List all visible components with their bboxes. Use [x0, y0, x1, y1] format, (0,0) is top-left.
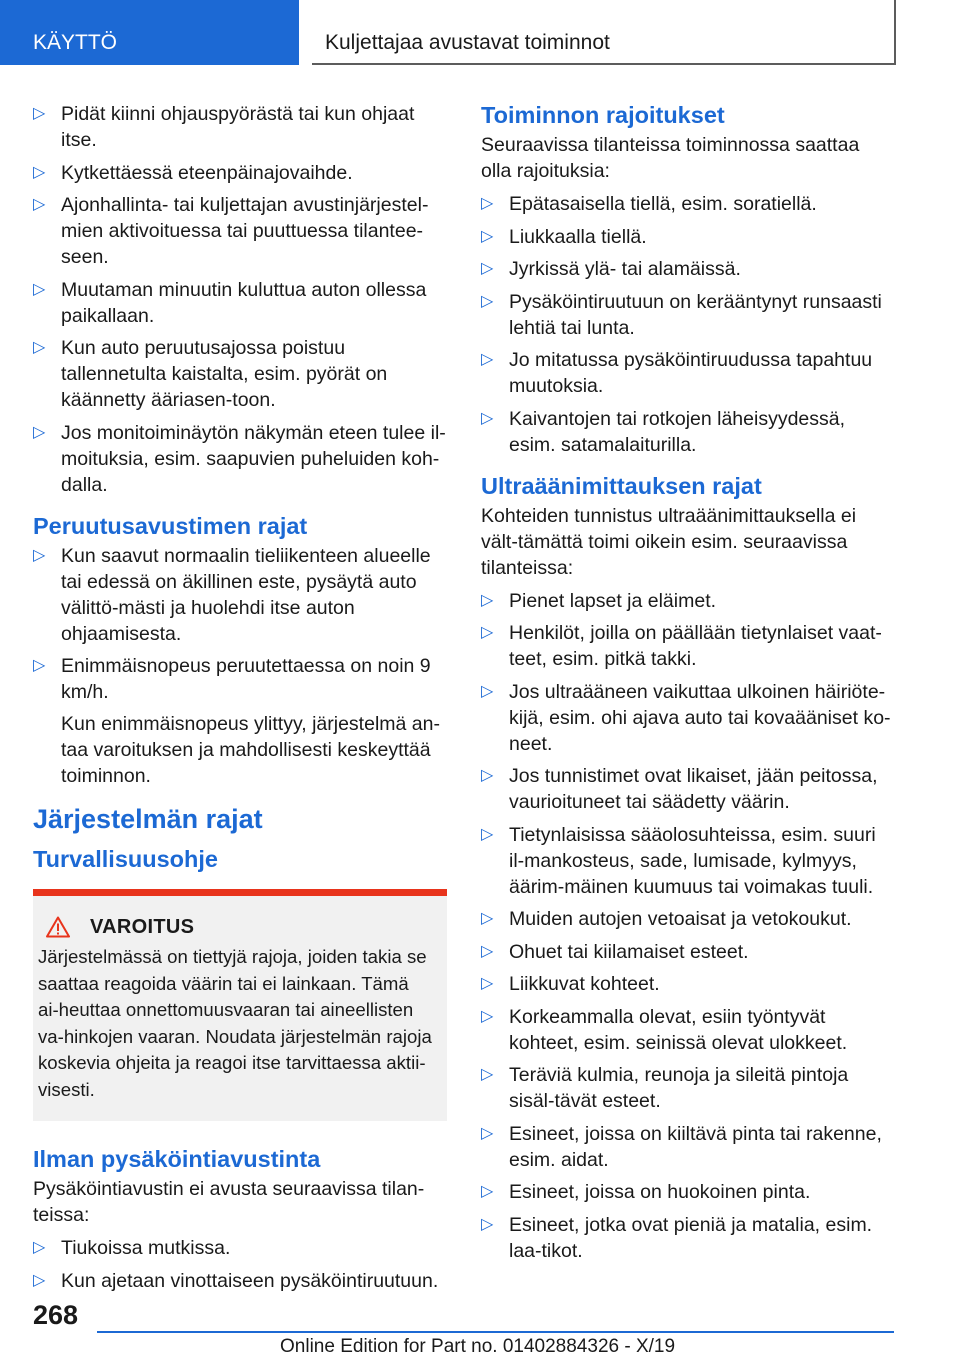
list-item: ▷ Jo mitatussa pysäköintiruudussa tapahtuu muutoksia.: [481, 349, 873, 397]
list-item: ▷ Liikkuvat kohteet.: [481, 973, 660, 995]
bullet-triangle-icon: ▷: [481, 409, 494, 427]
bullet-triangle-icon: ▷: [481, 591, 494, 609]
bullet-triangle-icon: ▷: [33, 423, 46, 441]
bullet-triangle-icon: ▷: [481, 1066, 494, 1083]
bullet-list-ultrasonic: [481, 588, 895, 1264]
bullet-triangle-icon: ▷: [33, 1271, 46, 1289]
header-chapter-title: Kuljettajaa avustavat toiminnot: [312, 0, 896, 65]
list-item: ▷ Muutaman minuutin kuluttua auton ollessa paikallaan.: [33, 278, 427, 327]
bullet-triangle-icon: ▷: [481, 1183, 494, 1200]
warning-box: [33, 889, 447, 1121]
bullet-triangle-icon: ▷: [33, 657, 46, 674]
bullet-triangle-icon: ▷: [481, 292, 494, 310]
header-section-tab: KÄYTTÖ: [0, 0, 299, 65]
bullet-triangle-icon: ▷: [481, 910, 494, 927]
bullet-triangle-icon: ▷: [33, 105, 46, 122]
list-item: ▷ Kun saavut normaalin tieliikenteen alueelle tai edessä on äkillinen este, pysäytä auto välittö-mästi ja huolehdi itse auton ohjaamisesta.: [33, 544, 431, 645]
page-number: 268: [33, 1300, 79, 1330]
bullet-triangle-icon: ▷: [481, 195, 494, 212]
list-item: ▷ Pysäköintiruutuun on kerääntynyt runsaasti lehtiä tai lunta.: [481, 290, 882, 339]
heading-system-limits: Järjestelmän rajat: [33, 804, 263, 834]
warning-triangle-icon: [46, 916, 70, 938]
list-item: ▷ Pienet lapset ja eläimet.: [481, 589, 717, 612]
list-item: ▷ Esineet, joissa on kiiltävä pinta tai rakenne, esim. aidat.: [481, 1122, 882, 1171]
list-item: ▷ Korkeammalla olevat, esiin työntyvät kohteet, esim. seinissä olevat ulokkeet.: [481, 1005, 848, 1054]
warning-text: Järjestelmässä on tiettyjä rajoja, joiden takia se saattaa reagoida väärin tai ei lainkaan. Tämä ai-heuttaa onnettomuusvaaran tai aineellisten va-hinkojen vaaran. Noudata järjestelmän rajoja koskevia ohjeita ja reagoi itse tarvittaessa aktii-visesti.: [38, 946, 432, 1100]
left-column: [33, 101, 447, 1300]
list-item: ▷ Henkilöt, joilla on päällään tietynlaiset vaat-teet, esim. pitkä takki.: [481, 622, 882, 670]
right-column: [481, 101, 895, 1270]
bullet-triangle-icon: ▷: [481, 767, 494, 784]
list-item: ▷ Epätasaisella tiellä, esim. soratiellä.: [481, 193, 817, 215]
list-item: ▷ Kun ajetaan vinottaiseen pysäköintiruutuun.: [33, 1269, 439, 1292]
bullet-list-end-conditions: [33, 101, 447, 498]
list-item: ▷ Kun auto peruutusajossa poistuu tallennetulta kaistalta, esim. pyörät on käännetty ääriasen-toon.: [33, 337, 388, 411]
list-item: ▷ Enimmäisnopeus peruutettaessa on noin 9 km/h. Kun enimmäisnopeus ylittyy, järjestelmä an-taa varoituksen ja mahdollisesti keskeyttää toiminnon.: [33, 653, 447, 789]
heading-ultrasonic-limits: Ultraäänimittauksen rajat: [481, 472, 762, 499]
list-item: ▷ Teräviä kulmia, reunoja ja sileitä pintoja sisäl-tävät esteet.: [481, 1064, 849, 1112]
bullet-triangle-icon: ▷: [481, 942, 494, 960]
bullet-list-limitations: [481, 191, 895, 458]
list-item-continuation: Kun enimmäisnopeus ylittyy, järjestelmä an-taa varoituksen ja mahdollisesti keskeyttää toiminnon.: [61, 713, 440, 787]
list-item: ▷ Tietynlaisissa sääolosuhteissa, esim. suuri il-mankosteus, sade, lumisade, kylmyys, äärim-mäinen kuumuus tai voimakas tuuli.: [481, 823, 876, 898]
bullet-triangle-icon: ▷: [481, 260, 494, 277]
list-item: ▷ Liukkaalla tiellä.: [481, 225, 647, 248]
bullet-list-reversing: [33, 543, 447, 790]
bullet-triangle-icon: ▷: [33, 196, 46, 213]
warning-title: VAROITUS: [90, 916, 195, 938]
footer-divider: [97, 1331, 894, 1333]
bullet-triangle-icon: ▷: [481, 682, 494, 700]
bullet-triangle-icon: ▷: [33, 1239, 46, 1256]
bullet-triangle-icon: ▷: [481, 825, 494, 843]
list-item: ▷ Esineet, joissa on huokoinen pinta.: [481, 1181, 811, 1203]
bullet-triangle-icon: ▷: [33, 280, 46, 298]
bullet-triangle-icon: ▷: [481, 624, 494, 641]
bullet-list-without-assist: [33, 1235, 447, 1294]
bullet-triangle-icon: ▷: [481, 1007, 494, 1025]
list-item: ▷ Jos ultraääneen vaikuttaa ulkoinen häiriöte-kijä, esim. ohi ajava auto tai kovaääniset ko-neet.: [481, 680, 891, 755]
list-item: ▷ Jos tunnistimet ovat likaiset, jään peitossa, vaurioituneet tai säädetty väärin.: [481, 765, 878, 813]
warning-header: [38, 914, 433, 940]
list-item: ▷ Tiukoissa mutkissa.: [33, 1237, 231, 1259]
bullet-triangle-icon: ▷: [33, 163, 46, 181]
list-item: ▷ Muiden autojen vetoaisat ja vetokoukut.: [481, 908, 852, 930]
bullet-triangle-icon: ▷: [481, 227, 494, 245]
list-item: ▷ Pidät kiinni ohjauspyörästä tai kun ohjaat itse.: [33, 103, 415, 151]
list-item: ▷ Kaivantojen tai rotkojen läheisyydessä, esim. satamalaiturilla.: [481, 407, 846, 456]
list-item: ▷ Kytkettäessä eteenpäinajovaihde.: [33, 161, 353, 184]
bullet-triangle-icon: ▷: [481, 351, 494, 368]
bullet-triangle-icon: ▷: [481, 1124, 494, 1142]
heading-reversing-assist-limits: Peruutusavustimen rajat: [33, 512, 308, 539]
list-item: ▷ Ajonhallinta- tai kuljettajan avustinjärjestel-mien aktivoituessa tai puuttuessa tilantee-seen.: [33, 194, 429, 268]
list-item: ▷ Ohuet tai kiilamaiset esteet.: [481, 940, 749, 963]
list-item: ▷ Esineet, jotka ovat pieniä ja matalia, esim. laa-tikot.: [481, 1213, 873, 1262]
bullet-triangle-icon: ▷: [33, 546, 46, 564]
list-item: ▷ Jos monitoiminäytön näkymän eteen tulee il-moituksia, esim. saapuvien puheluiden koh-dalla.: [33, 421, 446, 496]
heading-function-limitations: Toiminnon rajoitukset: [481, 102, 725, 128]
list-item: ▷ Jyrkissä ylä- tai alamäissä.: [481, 258, 741, 280]
bullet-triangle-icon: ▷: [481, 975, 494, 992]
footer-edition-text: Online Edition for Part no. 01402884326 - X/19: [280, 1336, 676, 1357]
bullet-triangle-icon: ▷: [481, 1215, 494, 1233]
paragraph-without-parking-assist: Pysäköintiavustin ei avusta seuraavissa tilan-teissa:: [33, 1178, 425, 1226]
bullet-triangle-icon: ▷: [33, 339, 46, 356]
heading-safety-note: Turvallisuusohje: [33, 846, 218, 872]
paragraph-ultrasonic-limits: Kohteiden tunnistus ultraäänimittauksella ei vält-tämättä toimi oikein esim. seuraavissa tilanteissa:: [481, 504, 857, 579]
paragraph-function-limitations: Seuraavissa tilanteissa toiminnossa saattaa olla rajoituksia:: [481, 134, 860, 182]
heading-without-parking-assist: Ilman pysäköintiavustinta: [33, 1146, 321, 1172]
